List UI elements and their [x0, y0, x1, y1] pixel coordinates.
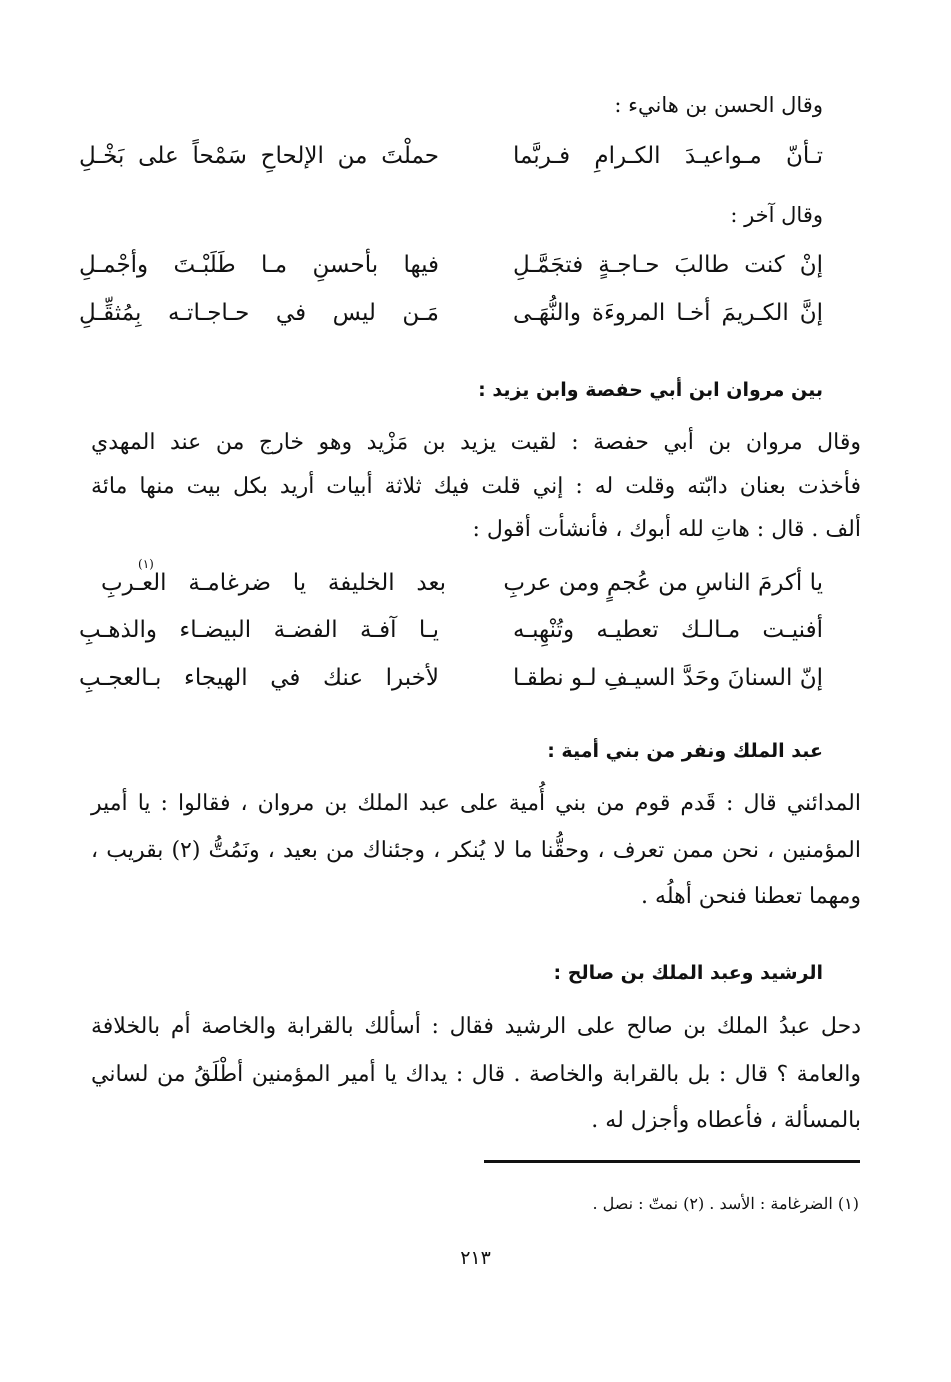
verse-first-hemistich: أفنيـت مـالـك تعطيـه وتُنْهِبـه [513, 617, 823, 643]
verse-line [0, 610, 951, 650]
verse-second-hemistich: يـا آفـة الفضـة البيضـاء والذهـبِ [79, 617, 439, 643]
verse-second-hemistich: لأخبرا عنك في الهيجاء بـالعجـبِ [79, 665, 439, 691]
prose-line: المؤمنين ، نحن ممن تعرف ، وحقُّنا ما لا يُنكر ، وجئناك من بعيد ، ونَمُتُّ (٢) بقريب ، [91, 838, 861, 863]
intro-akhar: وقال آخر : [730, 203, 823, 227]
verse-first-hemistich: تـأنّ مـواعيـدَ الكـرامِ فـربَّما [513, 143, 823, 169]
prose-line: ومهما تعطنا فنحن أهلُه . [641, 884, 861, 909]
verse-line [0, 557, 951, 603]
prose-line: ألف . قال : هاتِ لله أبوك ، فأنشأت أقول : [472, 517, 861, 542]
verse-line [0, 658, 951, 698]
prose-line: المدائني قال : قَدم قوم من بني أُمية على عبد الملك بن مروان ، فقالوا : يا أمير [91, 791, 861, 816]
verse-line [0, 136, 951, 176]
prose-line: فأخذت بعنان دابّته وقلت له : إني قلت فيك ثلاثة أبيات أريد بكل بيت منها مائة [91, 474, 861, 499]
prose-line: والعامة ؟ قال : بل بالقرابة والخاصة . قال : يداك يا أمير المؤمنين أطْلَقُ من لساني [91, 1062, 861, 1087]
prose-line: بالمسألة ، فأعطاه وأجزل له . [591, 1108, 861, 1133]
prose-line: دحل عبدُ الملك بن صالح على الرشيد فقال : أسألك بالقرابة والخاصة أم بالخلافة [91, 1014, 861, 1039]
verse-line [0, 293, 951, 333]
footnote-text: (١) الضرغامة : الأسد . (٢) نمتّ : نصل . [592, 1194, 859, 1213]
verse-second-hemistich: بعد الخليفة يا ضرغامـة العـربِ [101, 570, 446, 596]
footnote-marker: (١) [138, 557, 154, 571]
section-heading-rashid: الرشيد وعبد الملك بن صالح : [553, 962, 823, 984]
verse-second-hemistich: حملْتَ من الإلحاحِ سَمْحاً على بَخْـلِ [79, 143, 439, 169]
verse-second-hemistich: مَـن ليس في حـاجـاتـه بِمُثقِّـلِ [79, 300, 439, 326]
verse-first-hemistich: إنْ كنت طالبَ حـاجـةٍ فتجَمَّـلِ [513, 252, 823, 278]
page-number: ٢١٣ [460, 1247, 491, 1269]
verse-second-hemistich: فيها بأحسنِ مـا طَلَبْـتَ وأجْمـلِ [79, 252, 439, 278]
verse-first-hemistich: إنّ السنانَ وحَدَّ السيـفِ لـو نطقـا [513, 665, 823, 691]
intro-hassan: وقال الحسن بن هانيء : [614, 93, 823, 117]
section-heading-marwan: بين مروان ابن أبي حفصة وابن يزيد : [478, 379, 823, 401]
section-heading-abdulmalik: عبد الملك ونفر من بني أمية : [547, 740, 823, 762]
footnote-rule [484, 1160, 860, 1163]
prose-line: وقال مروان بن أبي حفصة : لقيت يزيد بن مَزْيد وهو خارج من عند المهدي [91, 430, 861, 455]
verse-first-hemistich: يا أكرمَ الناسِ من عُجمٍ ومن عربِ [503, 570, 823, 596]
verse-first-hemistich: إنَّ الكـريمَ أخـا المروءَة والنُّهَـى [513, 300, 823, 326]
verse-line [0, 245, 951, 285]
